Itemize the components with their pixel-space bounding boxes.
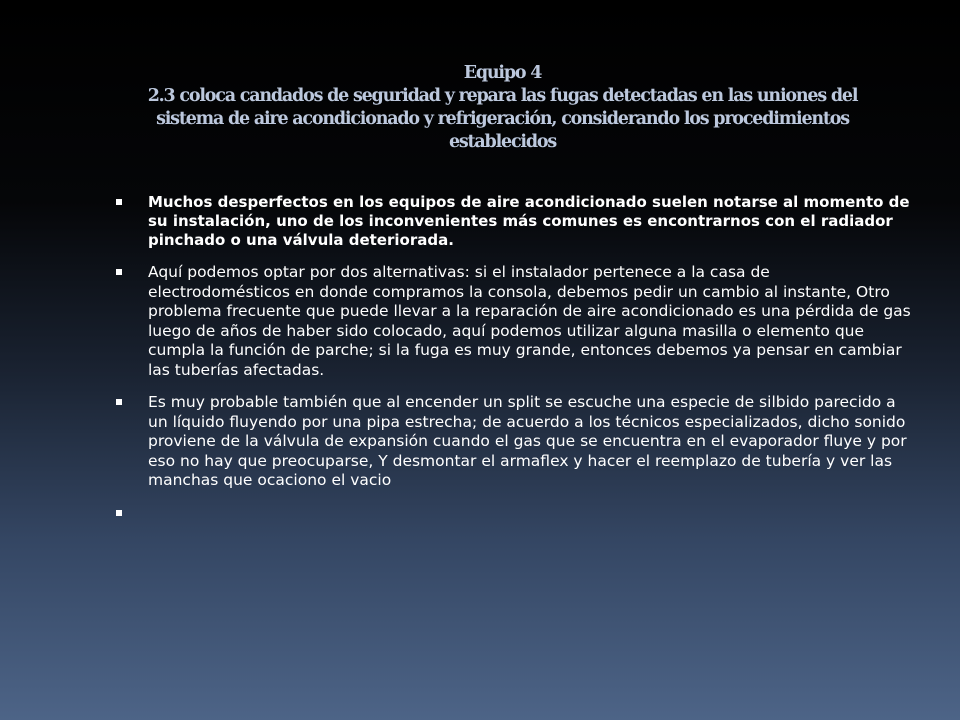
bullet-item-3	[112, 393, 912, 491]
square-bullet-icon	[116, 199, 122, 205]
bullet-item-2	[112, 263, 912, 380]
title-line-1: Equipo 4	[463, 63, 542, 83]
bullet-item-1	[112, 193, 912, 250]
bullet-text: Muchos desperfectos en los equipos de aire acondicionado suelen notarse al momento de su instalación, uno de los inconvenientes más comunes es encontrarnos con el radiador pinchado o una válvula deteriorada.	[148, 193, 910, 249]
bullet-text: Es muy probable también que al encender un split se escuche una especie de silbido parecido a un líquido fluyendo por una pipa estrecha; de acuerdo a los técnicos especializados, dicho sonido proviene de la válvula de expansión cuando el gas que se encuentra en el evaporador fluye y por eso no hay que preocuparse, Y desmontar el armaflex y hacer el reemplazo de tubería y ver las manchas que ocaciono el vacio	[148, 393, 907, 489]
bullet-list	[112, 193, 912, 537]
title-line-3: sistema de aire acondicionado y refrigeración, considerando los procedimientos	[156, 109, 849, 129]
slide-title	[100, 62, 905, 154]
bullet-text: Aquí podemos optar por dos alternativas: si el instalador pertenece a la casa de electrodomésticos en donde compramos la consola, debemos pedir un cambio al instante, Otro problema frecuente que puede llevar a la reparación de aire acondicionado es una pérdida de gas luego de años de haber sido colocado, aquí podemos utilizar alguna masilla o elemento que cumpla la función de parche; si la fuga es muy grande, entonces debemos ya pensar en cambiar las tuberías afectadas.	[148, 263, 911, 379]
square-bullet-icon	[116, 510, 122, 516]
bullet-item-4	[112, 504, 912, 524]
title-line-4: establecidos	[448, 132, 557, 152]
square-bullet-icon	[116, 269, 122, 275]
square-bullet-icon	[116, 399, 122, 405]
title-line-2: 2.3 coloca candados de seguridad y repara las fugas detectadas en las uniones del	[147, 86, 858, 106]
